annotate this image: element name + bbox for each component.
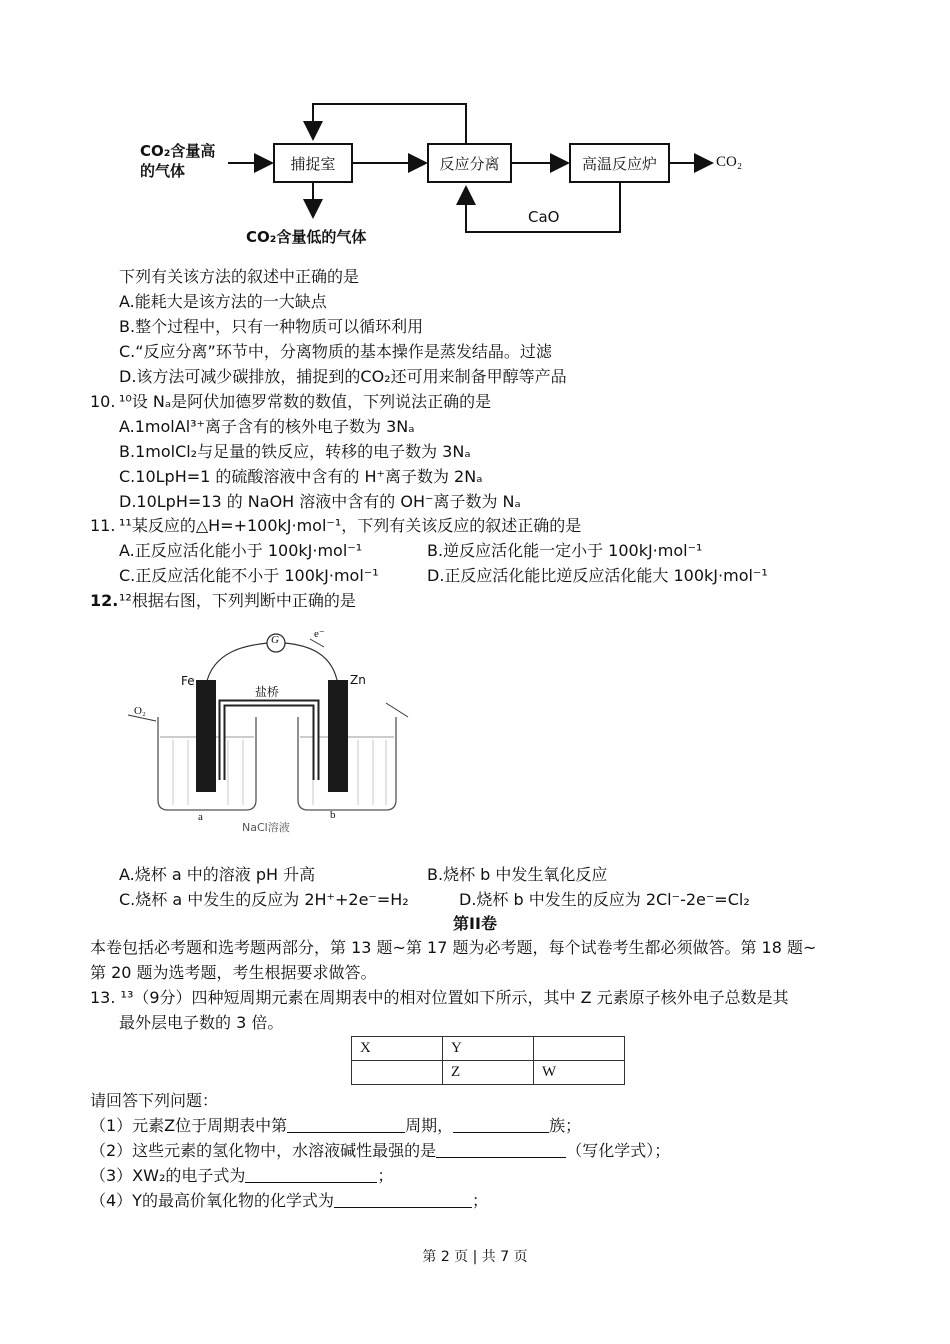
q12-option-c: C.烧杯 a 中发生的反应为 2H⁺+2e⁻=H₂ xyxy=(119,890,409,909)
reaction-separation-box: 反应分离 xyxy=(427,143,512,183)
q9-option-a: A.能耗大是该方法的一大缺点 xyxy=(119,292,327,311)
q11-option-a: A.正反应活化能小于 100kJ·mol⁻¹ xyxy=(119,541,363,560)
fe-electrode-label: Fe xyxy=(181,674,195,688)
q9-option-b: B.整个过程中，只有一种物质可以循环利用 xyxy=(119,317,424,336)
q12-option-d: D.烧杯 b 中发生的反应为 2Cl⁻-2e⁻=Cl₂ xyxy=(459,890,750,909)
section2-title: 第II卷 xyxy=(453,914,497,933)
q13-prompt: 请回答下列问题： xyxy=(90,1091,219,1110)
q13-sub4-text-a: （4）Y的最高价氧化物的化学式为 xyxy=(90,1191,334,1210)
table-row xyxy=(352,1037,625,1061)
oxide-formula-answer-blank[interactable] xyxy=(334,1191,472,1208)
input-gas-line2: 的气体 xyxy=(140,162,186,180)
q10-number: 10. xyxy=(90,392,116,411)
low-gas-label: CO₂含量低的气体 xyxy=(246,228,367,246)
galvanic-cell-figure xyxy=(118,625,418,840)
period-answer-blank[interactable] xyxy=(287,1116,405,1133)
q12-stem: ¹²根据右图，下列判断中正确的是 xyxy=(119,591,356,610)
galvanic-cell-drawing xyxy=(118,625,418,840)
capture-room-box: 捕捉室 xyxy=(273,143,353,183)
q10-option-b: B.1molCl₂与足量的铁反应，转移的电子数为 3Nₐ xyxy=(119,442,471,461)
periodic-table-fragment xyxy=(351,1036,625,1085)
input-gas-label xyxy=(140,141,215,181)
q10-option-c: C.10LpH=1 的硫酸溶液中含有的 H⁺离子数为 2Nₐ xyxy=(119,467,483,486)
table-cell: X xyxy=(352,1037,443,1061)
table-cell xyxy=(534,1037,625,1061)
table-cell: W xyxy=(534,1061,625,1085)
q13-sub2 xyxy=(90,1140,670,1162)
cao-label: CaO xyxy=(528,208,560,226)
table-row xyxy=(352,1061,625,1085)
q13-sub4-text-b: ； xyxy=(471,1191,488,1210)
furnace-box: 高温反应炉 xyxy=(569,143,670,183)
q13-sub1 xyxy=(90,1115,581,1137)
section2-intro-line2: 第 20 题为选考题，考生根据要求做答。 xyxy=(90,963,377,982)
section2-intro-line1: 本卷包括必考题和选考题两部分，第 13 题~第 17 题为必考题，每个试卷考生都必须做答。第 18 题~ xyxy=(90,938,817,957)
electron-formula-answer-blank[interactable] xyxy=(245,1166,377,1183)
q11-option-c: C.正反应活化能不小于 100kJ·mol⁻¹ xyxy=(119,566,379,585)
q10-stem: ¹⁰设 Nₐ是阿伏加德罗常数的数值，下列说法正确的是 xyxy=(119,392,492,411)
q13-sub3-text-a: （3）XW₂的电子式为 xyxy=(90,1166,246,1185)
table-cell: Z xyxy=(443,1061,534,1085)
q11-stem: ¹¹某反应的△H=+100kJ·mol⁻¹，下列有关该反应的叙述正确的是 xyxy=(119,516,582,535)
q12-option-a: A.烧杯 a 中的溶液 pH 升高 xyxy=(119,865,316,884)
q13-sub3-text-b: ； xyxy=(377,1166,394,1185)
q13-sub2-text-b: （写化学式）； xyxy=(566,1141,671,1160)
q13-sub1-text-b: 周期， xyxy=(405,1116,454,1135)
page-footer: 第 2 页 | 共 7 页 xyxy=(422,1249,528,1265)
beaker-a-label: a xyxy=(198,811,203,823)
q13-sub2-text-a: （2）这些元素的氢化物中，水溶液碱性最强的是 xyxy=(90,1141,437,1160)
input-gas-line1: CO₂含量高 xyxy=(140,142,216,160)
hydride-answer-blank[interactable] xyxy=(436,1141,566,1158)
flow-diagram xyxy=(0,0,950,260)
q13-sub1-text-c: 族； xyxy=(549,1116,582,1135)
group-answer-blank[interactable] xyxy=(453,1116,549,1133)
q13-sub1-text-a: （1）元素Z位于周期表中第 xyxy=(90,1116,288,1135)
nacl-solution-label: NaCl溶液 xyxy=(242,821,290,834)
q13-stem-line1: 13. ¹³（9分）四种短周期元素在周期表中的相对位置如下所示，其中 Z 元素原子核外电子总数是其 xyxy=(90,988,789,1007)
q11-option-b: B.逆反应活化能一定小于 100kJ·mol⁻¹ xyxy=(427,541,703,560)
q12-option-b: B.烧杯 b 中发生氧化反应 xyxy=(427,865,608,884)
co2-output-label: CO₂ xyxy=(716,154,743,170)
electron-label: e⁻ xyxy=(314,628,325,640)
q9-stem: 下列有关该方法的叙述中正确的是 xyxy=(119,267,360,286)
oxygen-label: O₂ xyxy=(134,705,146,717)
beaker-b-label: b xyxy=(330,809,336,821)
q11-number: 11. xyxy=(90,516,116,535)
q9-option-d: D.该方法可减少碳排放，捕捉到的CO₂还可用来制备甲醇等产品 xyxy=(119,367,567,386)
q13-stem-line2: 最外层电子数的 3 倍。 xyxy=(119,1013,284,1032)
salt-bridge-label: 盐桥 xyxy=(255,685,280,699)
table-cell: Y xyxy=(443,1037,534,1061)
q9-option-c: C.“反应分离”环节中，分离物质的基本操作是蒸发结晶。过滤 xyxy=(119,342,552,361)
table-cell xyxy=(352,1061,443,1085)
zn-electrode-label: Zn xyxy=(350,673,366,687)
q12-number: 12. xyxy=(90,591,119,610)
q11-option-d: D.正反应活化能比逆反应活化能大 100kJ·mol⁻¹ xyxy=(427,566,768,585)
flow-arrows xyxy=(0,0,950,260)
q13-sub4 xyxy=(90,1190,488,1212)
q10-option-d: D.10LpH=13 的 NaOH 溶液中含有的 OH⁻离子数为 Nₐ xyxy=(119,492,521,511)
galvanometer-label: G xyxy=(271,634,279,646)
q13-sub3 xyxy=(90,1165,393,1187)
q10-option-a: A.1molAl³⁺离子含有的核外电子数为 3Nₐ xyxy=(119,417,415,436)
